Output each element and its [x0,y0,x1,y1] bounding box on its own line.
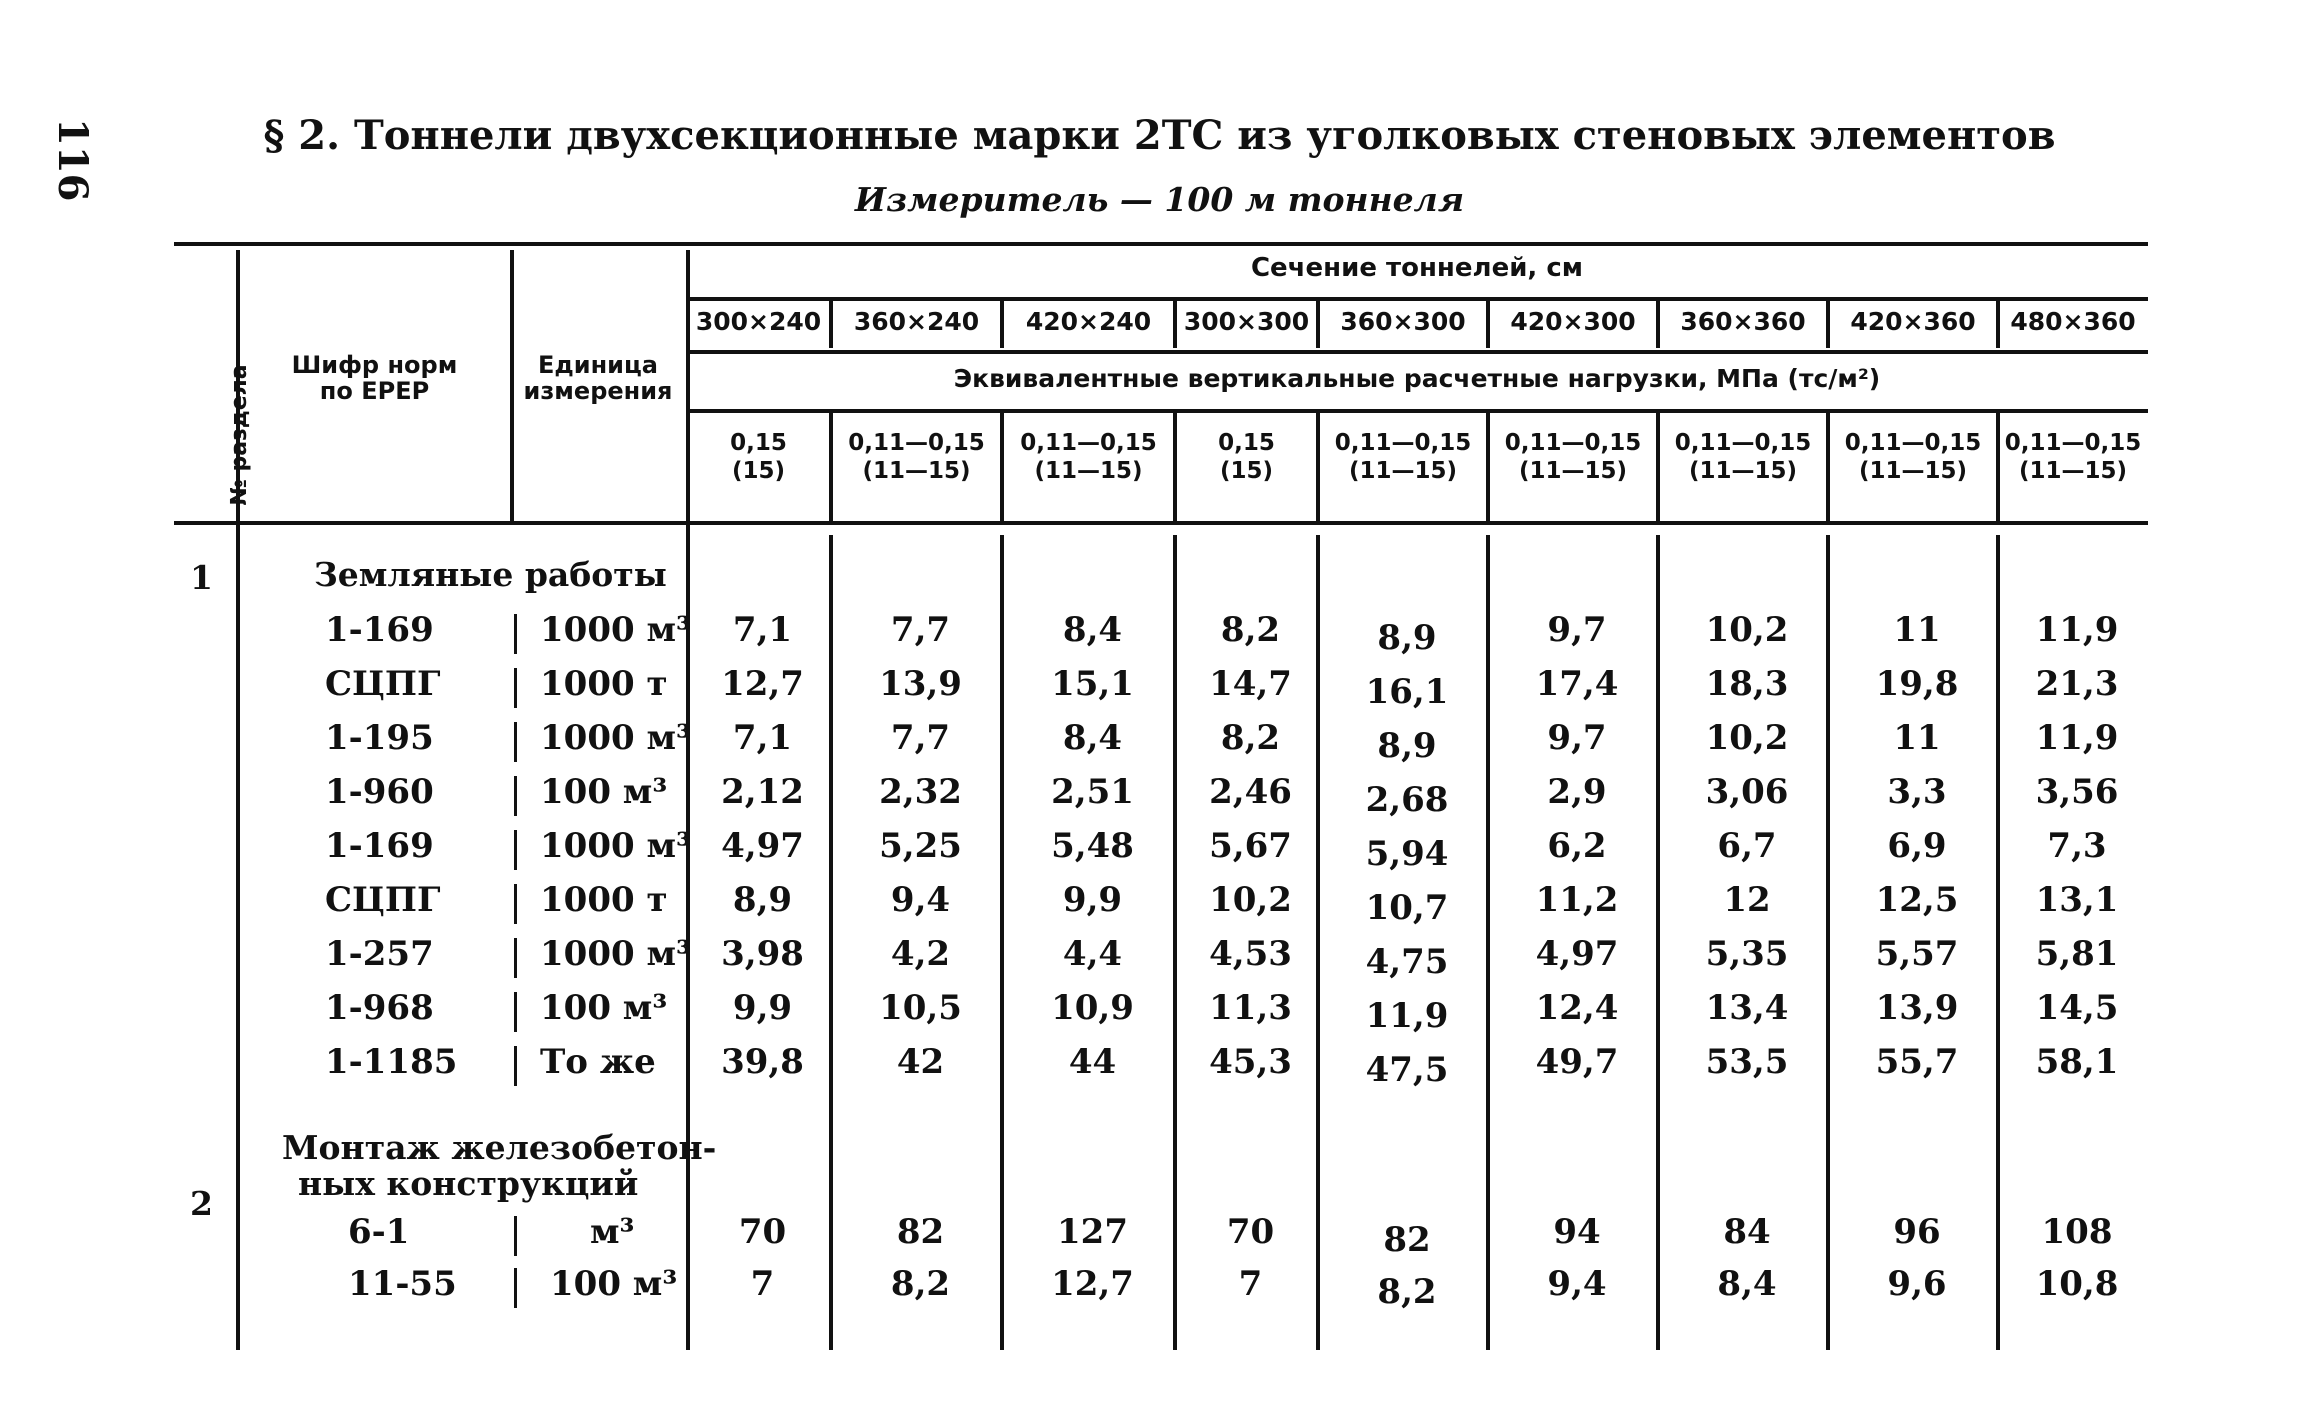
table-cell: 4,4 [1062,934,1123,974]
section-1-title: Земляные работы [314,555,667,594]
table-cell: 4,97 [721,826,804,866]
table-row-code: 1-960 [325,772,434,812]
size-300x240: 300×240 [695,307,822,336]
load-value: 0,11—0,15 [1674,430,1812,456]
table-cell: 6,9 [1887,826,1947,866]
table-cell: 13,9 [879,664,962,704]
table-cell: 9,9 [1062,880,1123,920]
table-cell: 10,9 [1051,988,1134,1028]
unit-divider [514,830,517,870]
table-cell: 3,98 [721,934,804,974]
table-cell: 9,4 [890,880,951,920]
table-cell: 12 [1723,880,1771,920]
size-360x300: 360×300 [1340,307,1466,336]
cross-section-header: Сечение тоннелей, см [1250,253,1584,283]
table-row-unit: 100 м³ [540,772,668,812]
table-cell: 8,4 [1717,1264,1777,1304]
table-cell: 4,2 [890,934,951,974]
load-value: 0,11—0,15 [1844,430,1982,456]
table-cell: 8,4 [1062,718,1123,758]
col-rule-body-1 [829,535,833,1350]
table-cell: 127 [1057,1212,1128,1252]
table-cell: 13,4 [1705,988,1789,1028]
col-rule-body-5 [1486,535,1490,1350]
table-cell: 7,7 [890,718,951,758]
table-row-unit: 100 м³ [550,1264,678,1304]
table-cell: 55,7 [1875,1042,1959,1082]
load-value: 0,11—0,15 [1020,430,1157,456]
table-row-unit: То же [540,1042,656,1082]
table-cell: 8,2 [1377,1272,1437,1312]
col-rule-body-3 [1173,535,1177,1350]
load-value: 0,15 [1218,430,1275,456]
unit-divider [514,614,517,654]
col-rule-unit [686,250,690,1350]
table-cell: 21,3 [2035,664,2119,704]
load-value-tf: (15) [731,458,786,484]
unit-header: Единица измерения [523,351,673,405]
table-cell: 12,7 [1051,1264,1134,1304]
table-cell: 10,2 [1705,718,1789,758]
table-cell: 8,9 [1377,618,1437,658]
col-rule-body-6 [1656,535,1660,1350]
section-2-title-line1: Монтаж железобетон- [282,1128,717,1167]
table-cell: 5,94 [1365,834,1449,874]
table-cell: 17,4 [1535,664,1619,704]
table-cell: 44 [1068,1042,1117,1082]
table-row-unit: 1000 м³ [540,826,691,866]
table-cell: 3,56 [2035,772,2119,812]
table-cell: 7,7 [890,610,951,650]
unit-divider [514,668,517,708]
load-value-tf: (11—15) [862,458,971,484]
table-cell: 9,6 [1887,1264,1947,1304]
table-cell: 9,4 [1547,1264,1607,1304]
table-cell: 7 [1238,1264,1263,1304]
table-row-unit: 1000 т [540,664,668,704]
page-title: § 2. Тоннели двухсекционные марки 2ТС из уголковых стеновых элементов [263,112,2056,159]
table-cell: 45,3 [1209,1042,1292,1082]
unit-divider [514,722,517,762]
table-cell: 12,7 [721,664,804,704]
table-cell: 12,5 [1875,880,1959,920]
size-420x240: 420×240 [1025,307,1152,336]
load-value-tf: (11—15) [1858,458,1968,484]
table-row-unit: 1000 м³ [540,610,691,650]
loads-row-top-rule [686,409,2148,413]
size-360x360: 360×360 [1680,307,1806,336]
unit-divider [514,992,517,1032]
load-value: 0,11—0,15 [1504,430,1642,456]
table-cell: 11,9 [2035,610,2119,650]
load-value: 0,15 [730,430,787,456]
table-cell: 53,5 [1705,1042,1789,1082]
table-cell: 4,75 [1365,942,1449,982]
col-rule-body-8 [1996,535,2000,1350]
table-row-code: 1-968 [325,988,434,1028]
table-cell: 5,81 [2035,934,2119,974]
size-420x300: 420×300 [1510,307,1636,336]
table-cell: 5,35 [1705,934,1789,974]
table-row-code: 6-1 [348,1212,410,1252]
load-value-tf: (11—15) [1688,458,1798,484]
table-row-unit: м³ [590,1212,635,1252]
table-cell: 108 [2041,1212,2113,1252]
table-row-unit: 100 м³ [540,988,668,1028]
table-cell: 3,3 [1887,772,1947,812]
page-number: 116 [49,118,96,202]
unit-divider [514,1216,517,1256]
table-cell: 8,4 [1062,610,1123,650]
table-cell: 96 [1893,1212,1941,1252]
load-value-tf: (11—15) [1034,458,1143,484]
table-cell: 7,3 [2047,826,2107,866]
unit-divider [514,884,517,924]
table-cell: 10,7 [1365,888,1449,928]
load-value-tf: (11—15) [2018,458,2128,484]
table-cell: 42 [896,1042,945,1082]
table-top-rule [174,242,2148,246]
load-value: 0,11—0,15 [848,430,985,456]
code-header: Шифр норм по ЕРЕР [291,351,458,405]
table-row-code: 1-257 [325,934,434,974]
size-row-top-rule [686,297,2148,301]
table-cell: 11,2 [1535,880,1619,920]
table-cell: 6,2 [1547,826,1607,866]
table-row-code: СЦПГ [325,880,441,920]
table-cell: 13,1 [2035,880,2119,920]
size-300x300: 300×300 [1183,307,1310,336]
section-2-title-line2: ных конструкций [298,1164,639,1203]
table-cell: 10,2 [1209,880,1292,920]
col-rule-body-2 [1000,535,1004,1350]
load-value: 0,11—0,15 [1334,430,1472,456]
table-cell: 11,9 [1365,996,1449,1036]
table-cell: 8,9 [732,880,793,920]
table-cell: 58,1 [2035,1042,2119,1082]
table-cell: 16,1 [1365,672,1449,712]
unit-divider [514,1046,517,1086]
section-2-number: 2 [190,1184,213,1223]
table-cell: 4,53 [1209,934,1292,974]
table-cell: 10,2 [1705,610,1789,650]
table-cell: 8,2 [1220,610,1281,650]
table-row-code: 11-55 [348,1264,457,1304]
table-cell: 3,06 [1705,772,1789,812]
loads-caption: Эквивалентные вертикальные расчетные нагрузки, МПа (тс/м²) [953,364,1881,393]
table-cell: 7 [750,1264,775,1304]
table-cell: 82 [896,1212,945,1252]
loads-caption-top-rule [686,350,2148,354]
table-cell: 2,32 [879,772,962,812]
header-bottom-rule [174,521,2148,525]
table-cell: 4,97 [1535,934,1619,974]
table-row-code: СЦПГ [325,664,441,704]
table-cell: 6,7 [1717,826,1777,866]
load-value-tf: (11—15) [1348,458,1458,484]
table-cell: 84 [1723,1212,1771,1252]
table-cell: 18,3 [1705,664,1789,704]
section-1-number: 1 [190,558,213,597]
table-cell: 2,46 [1209,772,1292,812]
col-rule-body-7 [1826,535,1830,1350]
load-value: 0,11—0,15 [2004,430,2142,456]
table-cell: 5,67 [1209,826,1292,866]
table-cell: 2,12 [721,772,804,812]
unit-divider [514,776,517,816]
load-value-tf: (15) [1219,458,1274,484]
table-cell: 8,2 [1220,718,1281,758]
table-cell: 2,68 [1365,780,1449,820]
table-cell: 49,7 [1535,1042,1619,1082]
table-cell: 15,1 [1051,664,1134,704]
table-cell: 12,4 [1535,988,1619,1028]
table-cell: 7,1 [732,718,793,758]
unit-divider [514,1268,517,1308]
table-row-unit: 1000 м³ [540,718,691,758]
table-cell: 2,9 [1547,772,1607,812]
table-cell: 8,2 [890,1264,951,1304]
table-cell: 5,57 [1875,934,1959,974]
table-cell: 7,1 [732,610,793,650]
table-cell: 11 [1893,718,1941,758]
table-row-unit: 1000 т [540,880,668,920]
table-cell: 82 [1383,1220,1431,1260]
table-cell: 11,9 [2035,718,2119,758]
table-cell: 10,5 [879,988,962,1028]
table-cell: 19,8 [1875,664,1959,704]
table-row-code: 1-169 [325,826,434,866]
table-row-code: 1-195 [325,718,434,758]
table-cell: 8,9 [1377,726,1437,766]
table-cell: 5,25 [879,826,962,866]
table-row-code: 1-1185 [325,1042,458,1082]
load-value-tf: (11—15) [1518,458,1628,484]
table-row-code: 1-169 [325,610,434,650]
table-cell: 9,7 [1547,610,1607,650]
table-cell: 10,8 [2035,1264,2119,1304]
table-cell: 5,48 [1051,826,1134,866]
table-cell: 39,8 [721,1042,804,1082]
size-420x360: 420×360 [1850,307,1976,336]
table-cell: 47,5 [1365,1050,1449,1090]
unit-divider [514,938,517,978]
table-cell: 14,7 [1209,664,1292,704]
table-cell: 94 [1553,1212,1601,1252]
table-cell: 13,9 [1875,988,1959,1028]
table-cell: 11,3 [1209,988,1292,1028]
table-cell: 9,9 [732,988,793,1028]
table-cell: 2,51 [1051,772,1134,812]
table-cell: 11 [1893,610,1941,650]
table-cell: 9,7 [1547,718,1607,758]
col-rule-body-4 [1316,535,1320,1350]
table-cell: 14,5 [2035,988,2119,1028]
size-480x360: 480×360 [2010,307,2136,336]
table-row-unit: 1000 м³ [540,934,691,974]
size-360x240: 360×240 [853,307,980,336]
section-number-header: № раздела [227,364,252,506]
page-subtitle: Измеритель — 100 м тоннеля [854,180,1465,219]
table-cell: 70 [1226,1212,1275,1252]
table-cell: 70 [738,1212,787,1252]
